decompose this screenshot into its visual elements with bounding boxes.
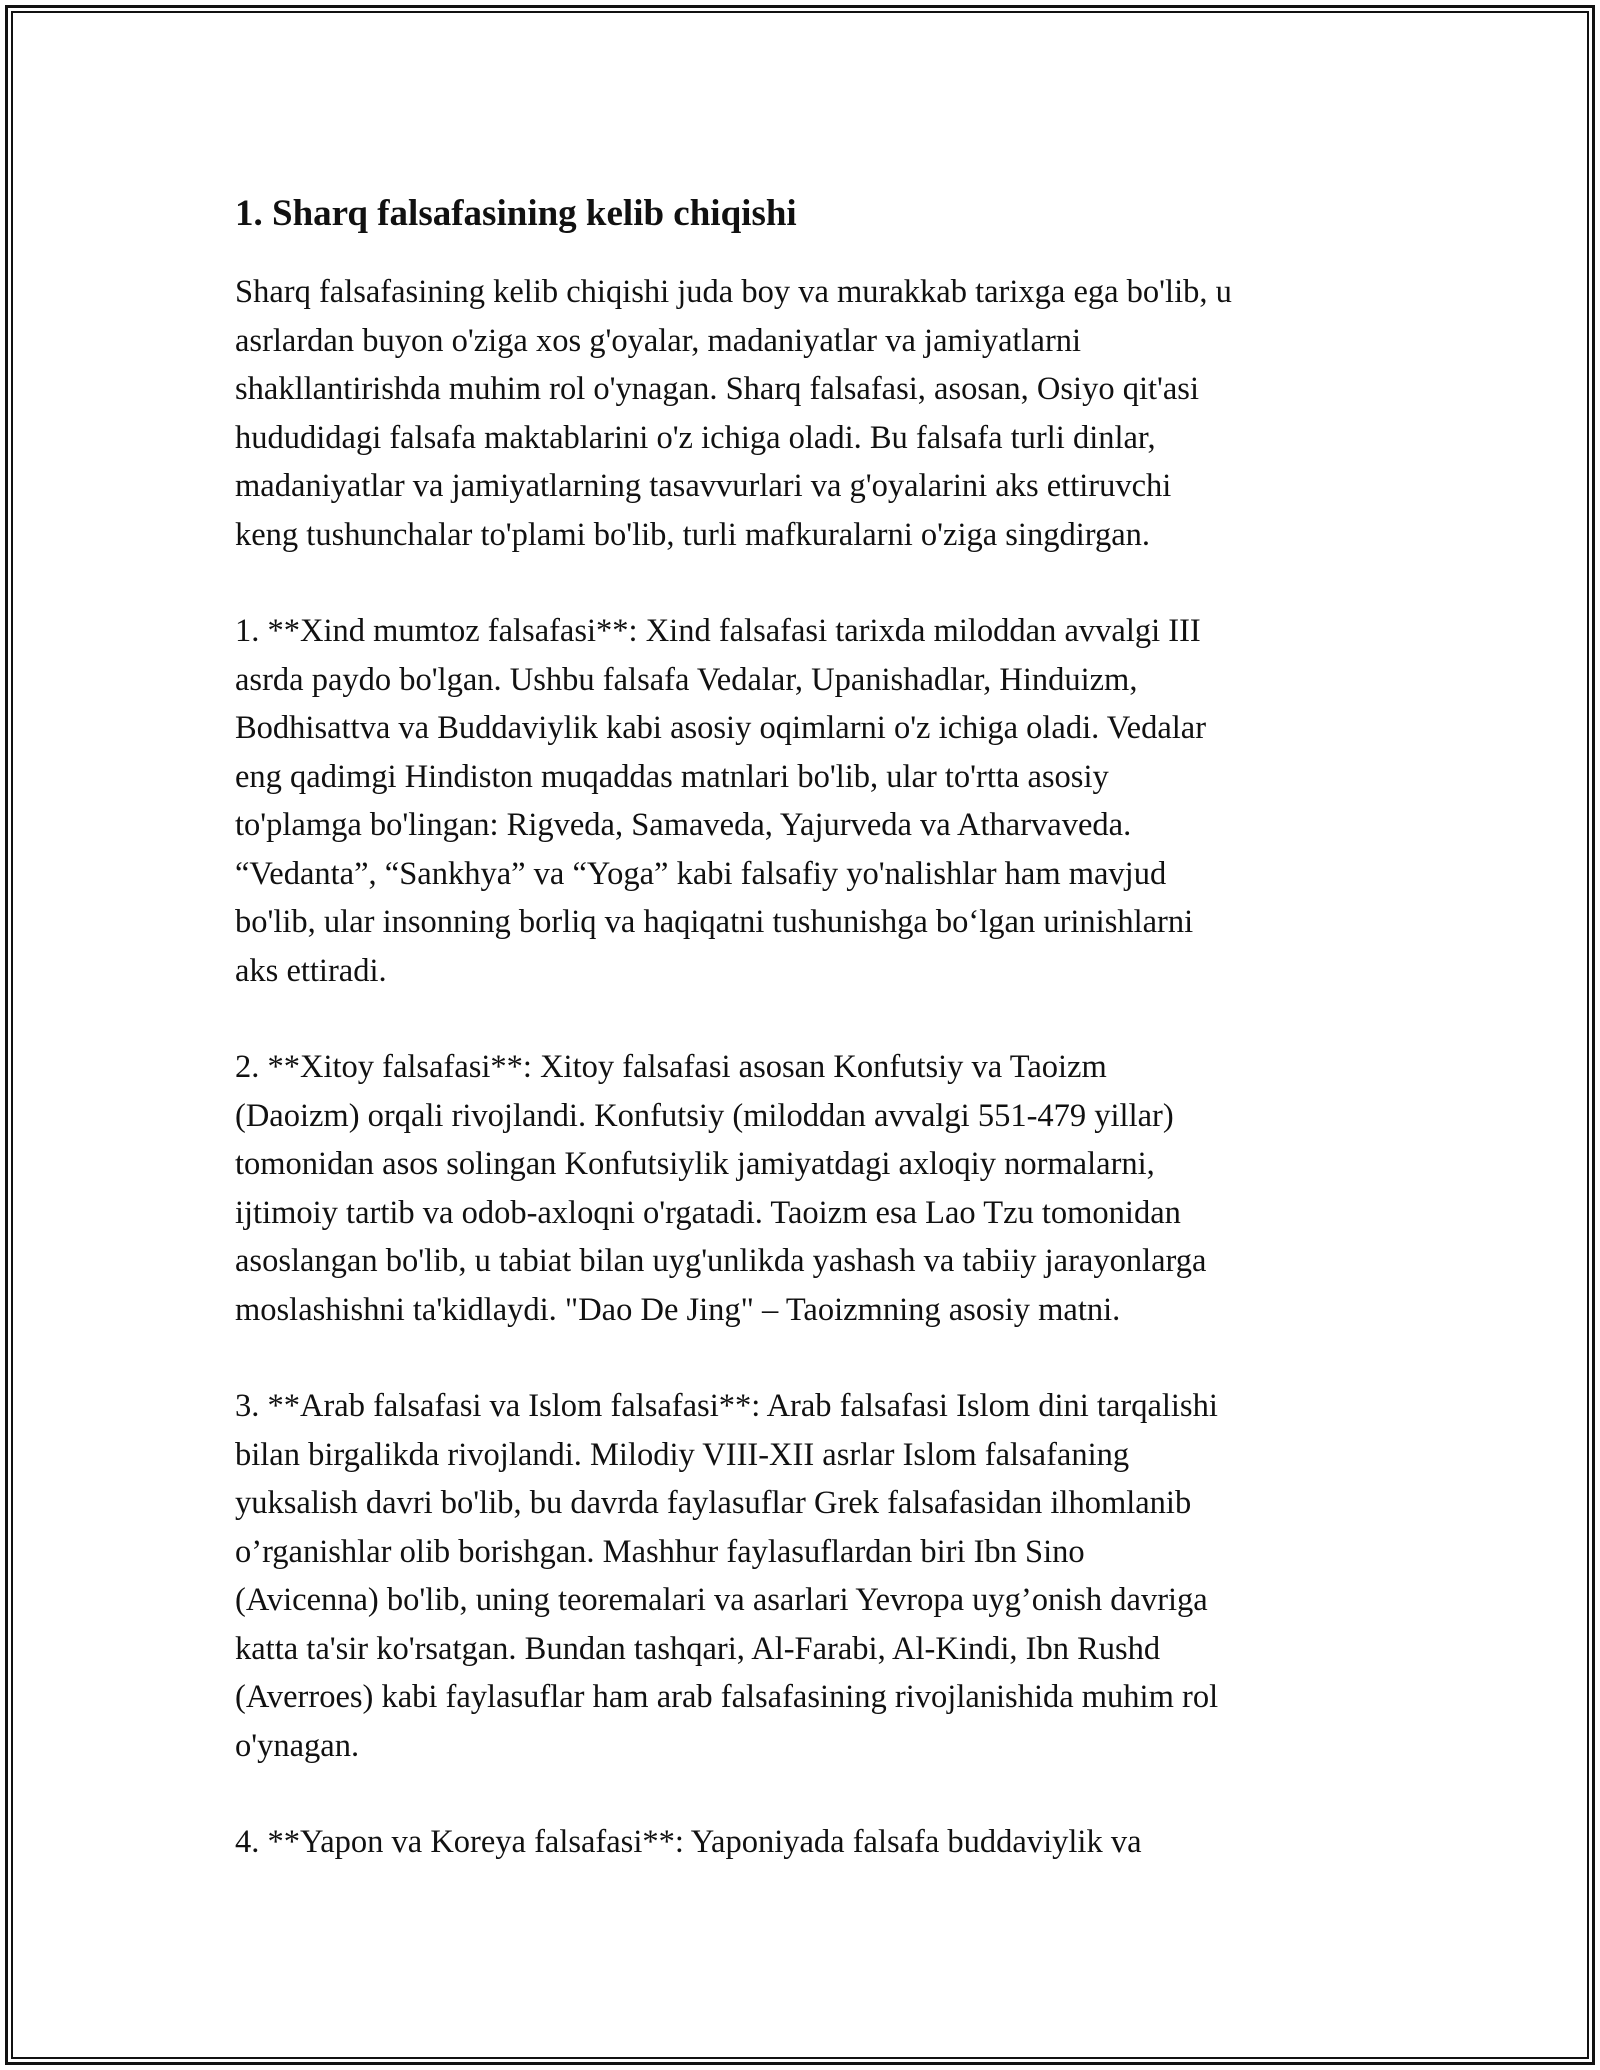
paragraph <box>235 1043 1380 1334</box>
text-line: 4. **Yapon va Koreya falsafasi**: Yaponiyada falsafa buddaviylik va <box>235 1824 1142 1860</box>
text-line: (Avicenna) bo'lib, uning teoremalari va asarlari Yevropa uyg’onish davriga <box>235 1582 1208 1618</box>
text-line: hududidagi falsafa maktablarini o'z ichiga oladi. Bu falsafa turli dinlar, <box>235 419 1156 456</box>
text-line: 3. **Arab falsafasi va Islom falsafasi**: Arab falsafasi Islom dini tarqalishi <box>235 1388 1218 1424</box>
text-line: to'plamga bo'lingan: Rigveda, Samaveda, Yajurveda va Atharvaveda. <box>235 807 1132 843</box>
text-line: shakllantirishda muhim rol o'ynagan. Sharq falsafasi, asosan, Osiyo qit'asi <box>235 371 1199 407</box>
paragraph <box>235 1382 1380 1770</box>
paragraph <box>235 607 1380 995</box>
text-line: “Vedanta”, “Sankhya” va “Yoga” kabi falsafiy yo'nalishlar ham mavjud <box>235 855 1167 892</box>
text-line: tomonidan asos solingan Konfutsiylik jamiyatdagi axloqiy normalarni, <box>235 1146 1155 1182</box>
paragraph-list <box>235 268 1380 1867</box>
document-body <box>235 186 1380 1915</box>
paragraph <box>235 1818 1380 1867</box>
text-line: yuksalish davri bo'lib, bu davrda faylasuflar Grek falsafasidan ilhomlanib <box>235 1485 1192 1521</box>
text-line: o'ynagan. <box>235 1727 360 1764</box>
text-line: bo'lib, ular insonning borliq va haqiqatni tushunishga bo‘lgan urinishlarni <box>235 904 1194 940</box>
text-line: bilan birgalikda rivojlandi. Milodiy VIII-XII asrlar Islom falsafaning <box>235 1436 1130 1473</box>
text-line: 2. **Xitoy falsafasi**: Xitoy falsafasi asosan Konfutsiy va Taoizm <box>235 1049 1107 1085</box>
text-line: moslashishni ta'kidlaydi. "Dao De Jing" – Taoizmning asosiy matni. <box>235 1291 1121 1328</box>
text-line: Sharq falsafasining kelib chiqishi juda boy va murakkab tarixga ega bo'lib, u <box>235 274 1232 310</box>
paragraph <box>235 268 1380 559</box>
text-line: (Averroes) kabi faylasuflar ham arab falsafasining rivojlanishida muhim rol <box>235 1679 1219 1715</box>
text-line: eng qadimgi Hindiston muqaddas matnlari bo'lib, ular to'rtta asosiy <box>235 758 1109 795</box>
text-line: 1. **Xind mumtoz falsafasi**: Xind falsafasi tarixda miloddan avvalgi III <box>235 613 1201 649</box>
text-line: Bodhisattva va Buddaviylik kabi asosiy oqimlarni o'z ichiga oladi. Vedalar <box>235 710 1207 746</box>
text-line: asrlardan buyon o'ziga xos g'oyalar, madaniyatlar va jamiyatlarni <box>235 322 1082 359</box>
text-line: (Daoizm) orqali rivojlandi. Konfutsiy (miloddan avvalgi 551-479 yillar) <box>235 1097 1174 1134</box>
text-line: asrda paydo bo'lgan. Ushbu falsafa Vedalar, Upanishadlar, Hinduizm, <box>235 661 1138 698</box>
text-line: ijtimoiy tartib va odob-axloqni o'rgatadi. Taoizm esa Lao Tzu tomonidan <box>235 1194 1181 1231</box>
text-line: madaniyatlar va jamiyatlarning tasavvurlari va g'oyalarini aks ettiruvchi <box>235 468 1172 504</box>
text-line: asoslangan bo'lib, u tabiat bilan uyg'unlikda yashash va tabiiy jarayonlarga <box>235 1243 1207 1279</box>
text-line: aks ettiradi. <box>235 952 387 989</box>
text-line: keng tushunchalar to'plami bo'lib, turli mafkuralarni o'ziga singdirgan. <box>235 516 1151 553</box>
section-heading: 1. Sharq falsafasining kelib chiqishi <box>235 193 797 234</box>
text-line: katta ta'sir ko'rsatgan. Bundan tashqari, Al-Farabi, Al-Kindi, Ibn Rushd <box>235 1630 1161 1667</box>
text-line: o’rganishlar olib borishgan. Mashhur faylasuflardan biri Ibn Sino <box>235 1533 1085 1570</box>
